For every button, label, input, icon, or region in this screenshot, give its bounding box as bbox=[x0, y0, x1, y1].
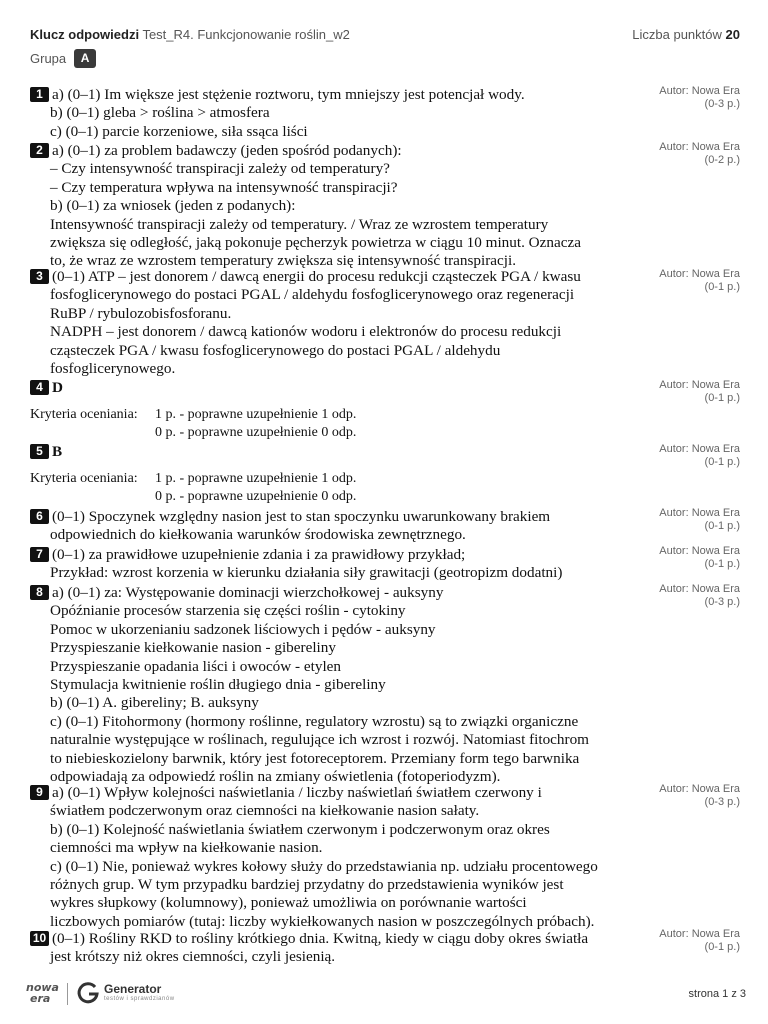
question-9: 9 a) (0–1) Wpływ kolejności naświetlania / liczby naświetlań światłem czerwony i światłem podczerwonym oraz ciemności na kiełkowanie nasion sałaty. b) (0–1) Kolejność naświetlania światłem czerwonym i podczerwonym oraz okres ciemności ma wpływ na kiełkowanie nasion. c) (0–1) Nie, ponieważ wykres kołowy służy do przedstawiania np. udziału procentowego różnych grup. W tym przypadku bardziej przydatny do przedstawienia wyników jest wykres słupkowy (kolumnowy), ponieważ umożliwia on porównanie wartości liczbowych pomiarów (tutaj: liczby wykiełkowanych nasion w poszczególnych próbach). bbox=[30, 784, 640, 931]
author-note: Autor: Nowa Era (0-3 p.) bbox=[659, 783, 740, 808]
author-note: Autor: Nowa Era (0-1 p.) bbox=[659, 928, 740, 953]
author-note: Autor: Nowa Era (0-2 p.) bbox=[659, 141, 740, 166]
author-note: Autor: Nowa Era (0-1 p.) bbox=[659, 545, 740, 570]
page-footer bbox=[0, 980, 768, 1010]
question-3: 3 (0–1) ATP – jest donorem / dawcą energii do procesu redukcji cząsteczek PGA / kwasu fosfoglicerynowego do postaci PGAL / aldehydu fosfoglicerynowego oraz regeneracji RuBP / rybulozobisfosforanu. NADPH – jest donorem / dawcą kationów wodoru i elektronów do procesu redukcji cząsteczek PGA / kwasu fosfoglicerynowego do postaci PGAL / aldehydu fosfoglicerynowego. bbox=[30, 268, 640, 378]
question-number-badge: 4 bbox=[30, 380, 49, 395]
question-6: 6 (0–1) Spoczynek względny nasion jest to stan spoczynku uwarunkowany brakiem odpowiednich do kiełkowania warunków środowiska zewnętrznego. bbox=[30, 508, 640, 545]
generator-logo-subtitle: testów i sprawdzianów bbox=[104, 996, 175, 1002]
logo-divider bbox=[67, 983, 68, 1005]
grading-criteria: Kryteria oceniania: 1 p. - poprawne uzupełnienie 1 odp. 0 p. - poprawne uzupełnienie 0 odp. bbox=[30, 407, 357, 440]
question-4: 4 D bbox=[30, 379, 640, 397]
question-number-badge: 9 bbox=[30, 785, 49, 800]
question-5: 5 B bbox=[30, 443, 640, 461]
author-note: Autor: Nowa Era (0-1 p.) bbox=[659, 379, 740, 404]
question-number-badge: 6 bbox=[30, 509, 49, 524]
nowa-era-logo: nowa era bbox=[26, 981, 59, 1005]
question-number-badge: 7 bbox=[30, 547, 49, 562]
author-note: Autor: Nowa Era (0-3 p.) bbox=[659, 583, 740, 608]
grading-criteria: Kryteria oceniania: 1 p. - poprawne uzupełnienie 1 odp. 0 p. - poprawne uzupełnienie 0 odp. bbox=[30, 471, 357, 504]
question-number-badge: 8 bbox=[30, 585, 49, 600]
question-number-badge: 2 bbox=[30, 143, 49, 158]
author-note: Autor: Nowa Era (0-1 p.) bbox=[659, 268, 740, 293]
question-1: 1 a) (0–1) Im większe jest stężenie roztworu, tym mniejszy jest potencjał wody. b) (0–1) gleba > roślina > atmosfera c) (0–1) parcie korzeniowe, siła ssąca liści bbox=[30, 86, 640, 141]
author-note: Autor: Nowa Era (0-1 p.) bbox=[659, 443, 740, 468]
question-2: 2 a) (0–1) za problem badawczy (jeden spośród podanych): – Czy intensywność transpiracji zależy od temperatury? – Czy temperatura wpływa na intensywność transpiracji? b) (0–1) za wniosek (jeden z podanych): Intensywność transpiracji zależy od temperatury. / Wraz ze wzrostem temperatury zwiększa się odległość, jaką pokonuje pęcherzyk powietrza w ciągu 10 minut. Oznacza to, że wraz ze wzrostem temperatury zwiększa się intensywność transpiracji. bbox=[30, 142, 640, 271]
generator-logo-icon bbox=[76, 981, 100, 1005]
group-badge: A bbox=[74, 49, 96, 68]
question-10: 10 (0–1) Rośliny RKD to rośliny krótkiego dnia. Kwitną, kiedy w ciągu doby okres światła jest krótszy niż okres ciemności, czyli jesienią. bbox=[30, 930, 640, 967]
author-note: Autor: Nowa Era (0-1 p.) bbox=[659, 507, 740, 532]
author-note: Autor: Nowa Era (0-3 p.) bbox=[659, 85, 740, 110]
question-number-badge: 3 bbox=[30, 269, 49, 284]
question-number-badge: 5 bbox=[30, 444, 49, 459]
question-number-badge: 10 bbox=[30, 931, 49, 946]
points-total: Liczba punktów 20 bbox=[632, 27, 740, 42]
document-title: Klucz odpowiedzi Test_R4. Funkcjonowanie roślin_w2 bbox=[30, 27, 350, 42]
group-indicator: Grupa A bbox=[30, 49, 96, 68]
question-7: 7 (0–1) za prawidłowe uzupełnienie zdania i za prawidłowy przykład; Przykład: wzrost korzenia w kierunku działania siły grawitacji (geotropizm dodatni) bbox=[30, 546, 640, 583]
question-8: 8 a) (0–1) za: Występowanie dominacji wierzchołkowej - auksyny Opóźnianie procesów starzenia się części roślin - cytokiny Pomoc w ukorzenianiu sadzonek liściowych i pędów - auksyny Przyspieszanie kiełkowanie nasion - gibereliny Przyspieszanie opadania liści i owoców - etylen Stymulacja kwitnienie roślin długiego dnia - gibereliny b) (0–1) A. gibereliny; B. auksyny c) (0–1) Fitohormony (hormony roślinne, regulatory wzrostu) są to związki organiczne naturalnie występujące w roślinach, regulujące ich wzrost i rozwój. Natomiast fitochrom to niebieskozielony barwnik, który jest fotoreceptorem. Przemiany form tego barwnika odpowiadają za odpowiedź roślin na zmiany oświetlenia (fotoperiodyzm). bbox=[30, 584, 640, 786]
page-number: strona 1 z 3 bbox=[688, 988, 746, 1000]
question-number-badge: 1 bbox=[30, 87, 49, 102]
generator-logo-text: Generator bbox=[104, 982, 162, 996]
